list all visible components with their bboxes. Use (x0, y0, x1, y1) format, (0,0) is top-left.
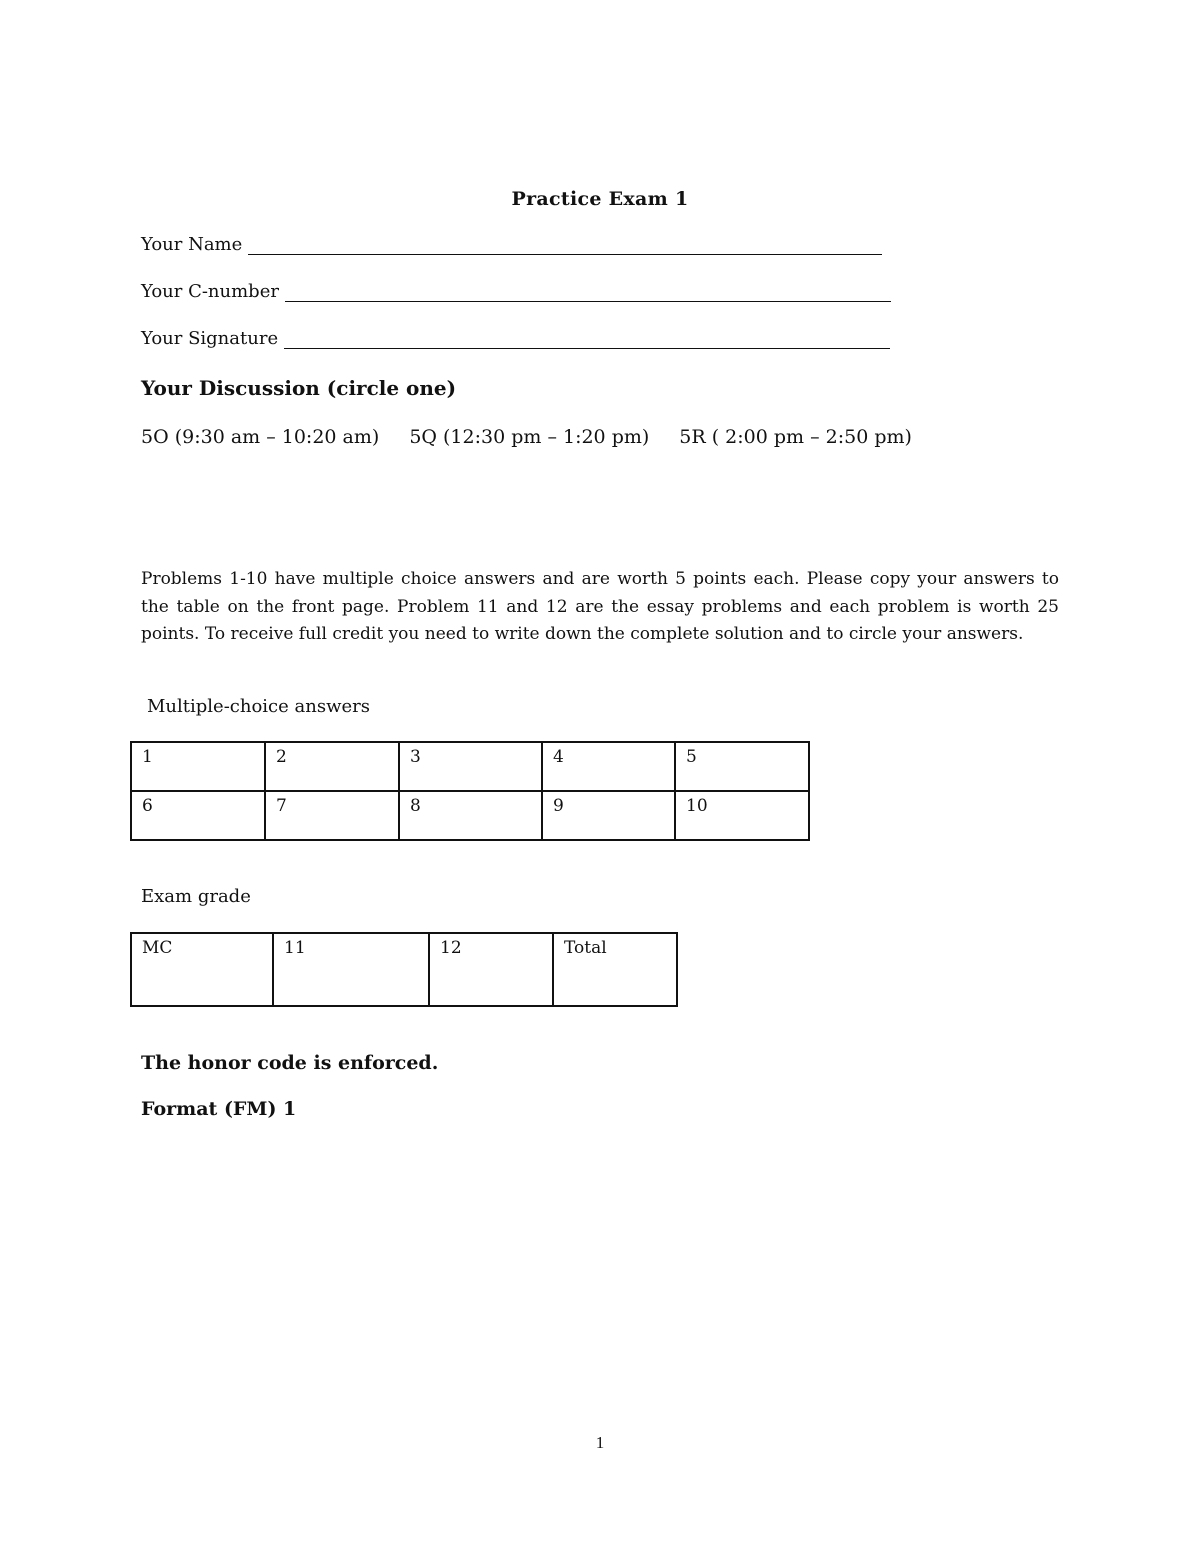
cnumber-field (141, 281, 891, 302)
instructions-paragraph: Problems 1-10 have multiple choice answers and are worth 5 points each. Please copy your answers to the table on the front page. Problem 11 and 12 are the essay problems and each problem is worth 25 points. To receive full credit you need to write down the complete solution and to circle your answers. (141, 569, 1059, 644)
table-row (131, 791, 809, 840)
grade-cell-total[interactable]: Total (553, 933, 677, 1006)
honor-code-notice: The honor code is enforced. (141, 1052, 439, 1074)
name-input-line[interactable] (248, 236, 882, 255)
grade-table-label: Exam grade (141, 886, 251, 907)
page-title: Practice Exam 1 (511, 188, 689, 210)
discussion-option-5o[interactable]: 5O (9:30 am – 10:20 am) (141, 426, 380, 448)
mc-cell-6[interactable]: 6 (131, 791, 265, 840)
mc-cell-7[interactable]: 7 (265, 791, 399, 840)
page-number: 1 (595, 1433, 605, 1452)
cnumber-input-line[interactable] (285, 283, 891, 302)
name-label: Your Name (141, 234, 243, 255)
discussion-option-5r[interactable]: 5R ( 2:00 pm – 2:50 pm) (679, 426, 912, 448)
table-row (131, 742, 809, 791)
discussion-option-5q[interactable]: 5Q (12:30 pm – 1:20 pm) (409, 426, 650, 448)
discussion-heading: Your Discussion (circle one) (141, 376, 457, 400)
table-row (131, 933, 677, 1006)
mc-cell-5[interactable]: 5 (675, 742, 809, 791)
discussion-options (141, 426, 942, 448)
grade-cell-mc[interactable]: MC (131, 933, 273, 1006)
cnumber-label: Your C-number (141, 281, 279, 302)
mc-cell-1[interactable]: 1 (131, 742, 265, 791)
signature-input-line[interactable] (284, 330, 890, 349)
mc-cell-3[interactable]: 3 (399, 742, 542, 791)
mc-answer-table (130, 741, 810, 841)
mc-cell-4[interactable]: 4 (542, 742, 675, 791)
grade-cell-11[interactable]: 11 (273, 933, 429, 1006)
mc-cell-2[interactable]: 2 (265, 742, 399, 791)
mc-table-label: Multiple-choice answers (147, 696, 370, 717)
name-field (141, 234, 882, 255)
grade-cell-12[interactable]: 12 (429, 933, 553, 1006)
mc-cell-10[interactable]: 10 (675, 791, 809, 840)
mc-cell-9[interactable]: 9 (542, 791, 675, 840)
signature-label: Your Signature (141, 328, 279, 349)
mc-cell-8[interactable]: 8 (399, 791, 542, 840)
signature-field (141, 328, 890, 349)
exam-grade-table (130, 932, 678, 1007)
format-label: Format (FM) 1 (141, 1098, 297, 1120)
